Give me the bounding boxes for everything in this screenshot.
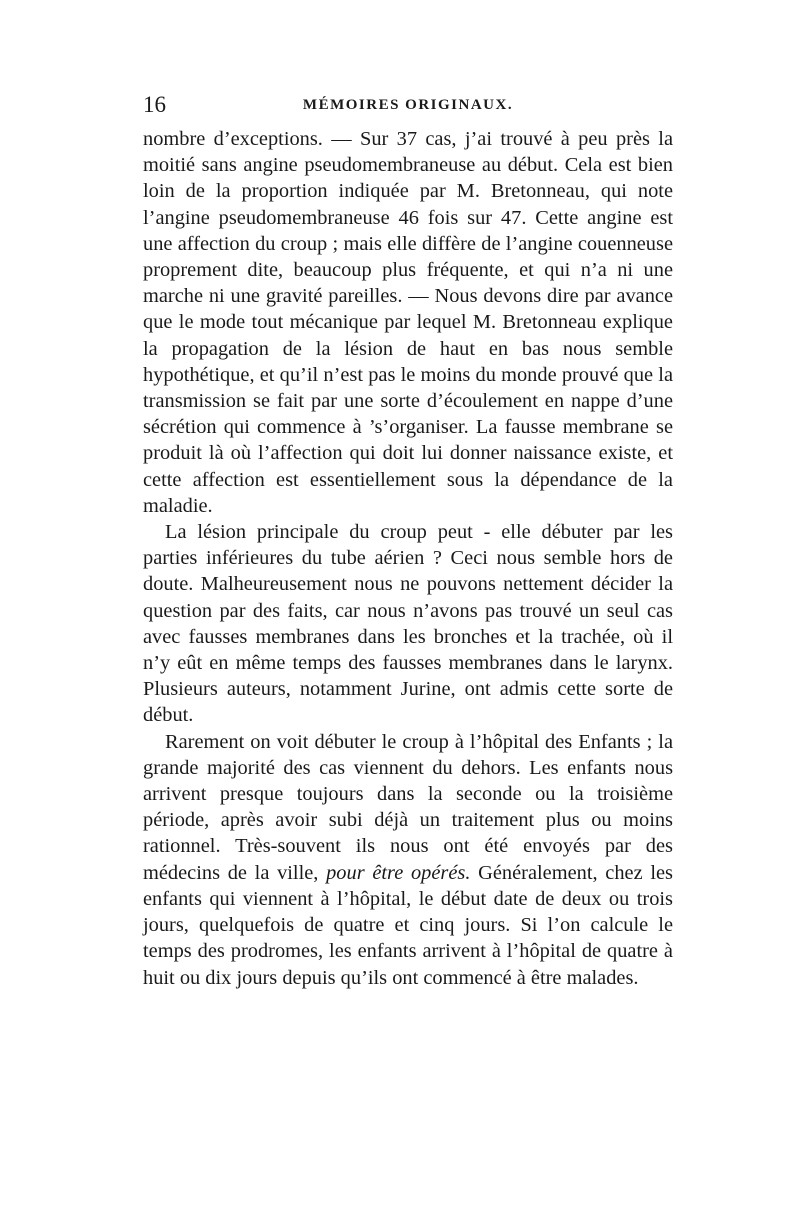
emphasized-phrase: pour être opérés. [326, 861, 471, 884]
paragraph-2: La lésion principale du croup peut - elle débuter par les parties inférieures du tube aérien ? Ceci nous semble hors de doute. Malheureusement nous ne pouvons nettement décider la question par des faits, car nous n’avons pas trouvé un seul cas avec fausses membranes dans les bronches et la trachée, où il n’y eût en même temps des fausses membranes dans le larynx. Plusieurs auteurs, notamment Jurine, ont admis cette sorte de début. [143, 521, 673, 727]
book-page [143, 92, 673, 991]
body-text [143, 126, 673, 991]
paragraph-1: nombre d’exceptions. — Sur 37 cas, j’ai trouvé à peu près la moitié sans angine pseudomembraneuse au début. Cela est bien loin de la proportion indiquée par M. Bretonneau, qui note l’angine pseudomembraneuse 46 fois sur 47. Cette angine est une affection du croup ; mais elle diffère de l’angine couenneuse proprement dite, beaucoup plus fréquente, et qui n’a ni une marche ni une gravité pareilles. — Nous devons dire par avance que le mode tout mécanique par lequel M. Bretonneau explique la propagation de la lésion de haut en bas nous semble hypothétique, et qu’il n’est pas le moins du monde prouvé que la transmission se fait par une sorte d’écoulement en nappe d’une sécrétion qui commence à ’s’organiser. La fausse membrane se produit là où l’affection qui doit lui donner naissance existe, et cette affection est essentiellement sous la dépendance de la maladie. [143, 128, 673, 517]
paragraph-3-start: Rarement on voit débuter le croup à l’hôpital des Enfants ; la grande majorité des cas viennent du dehors. Les enfants nous arrivent presque toujours dans la seconde ou la troisième période, après avoir subi déjà un traitement plus ou moins rationnel. Très-souvent ils nous ont été envoyés par des médecins de la ville, [143, 730, 673, 884]
running-head [143, 92, 673, 126]
paragraph-3-end: Généralement, chez les enfants qui viennent à l’hôpital, le début date de deux ou trois jours, quelquefois de quatre et cinq jours. Si l’on calcule le temps des prodromes, les enfants arrivent à l’hôpital de quatre à huit ou dix jours depuis qu’ils ont commencé à être malades. [143, 861, 673, 989]
page-number: 16 [143, 92, 166, 117]
running-title: MÉMOIRES ORIGINAUX. [302, 97, 514, 113]
paragraph-3 [143, 729, 673, 991]
